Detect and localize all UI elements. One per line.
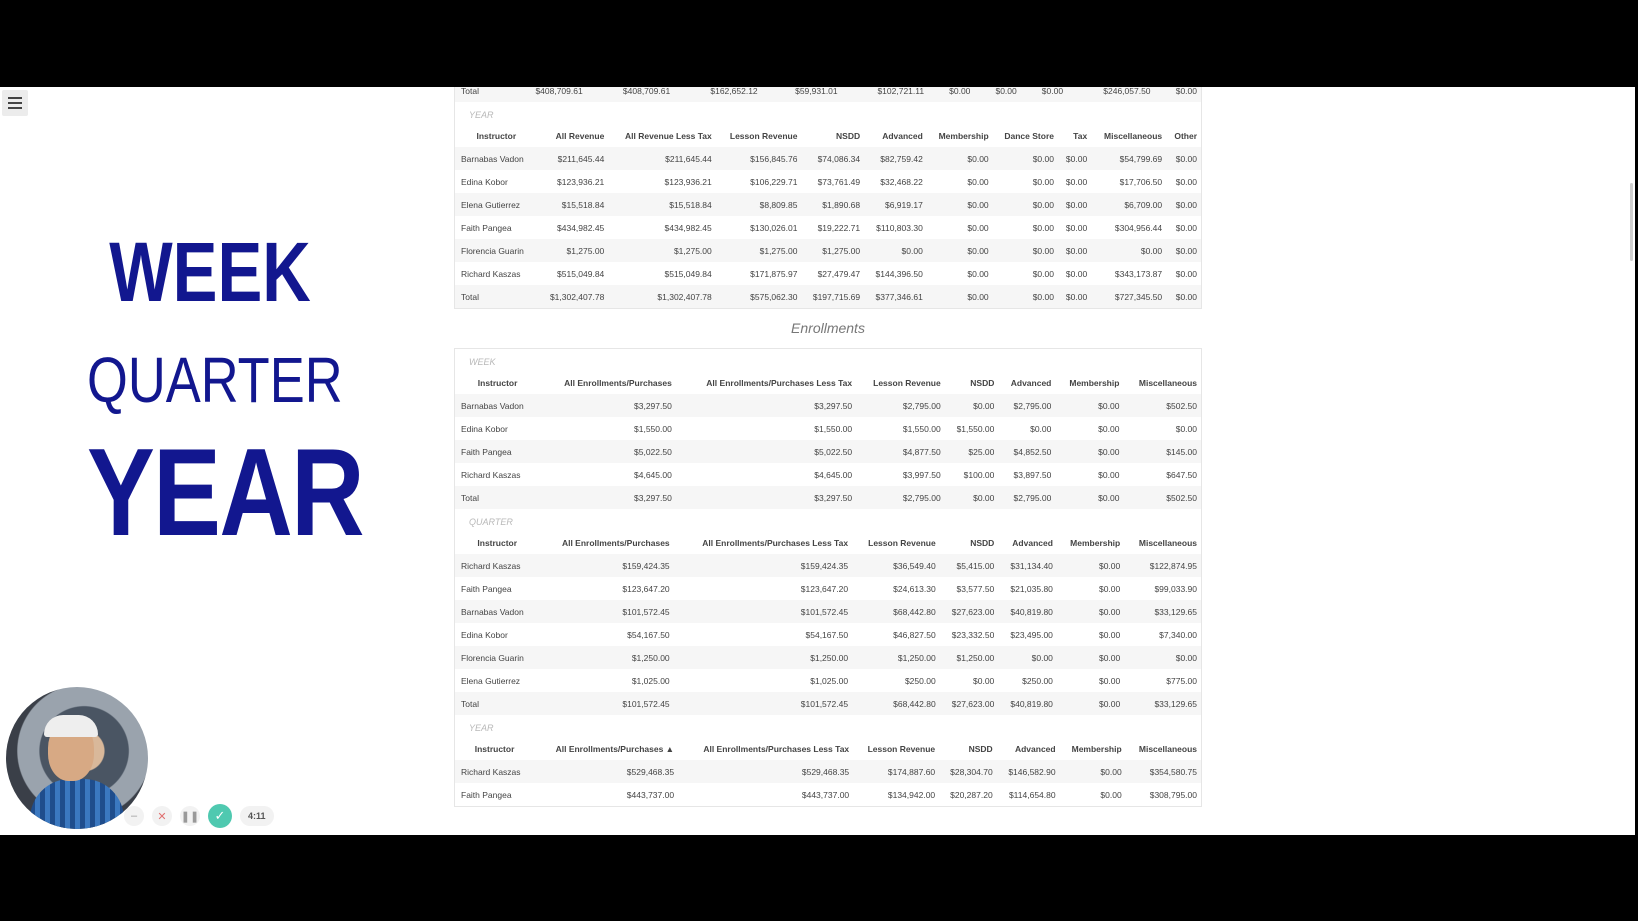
value-cell: $0.00 [1124, 646, 1201, 669]
value-cell: $0.00 [927, 147, 993, 170]
column-header[interactable]: All Enrollments/Purchases Less Tax [702, 537, 849, 548]
value-cell: $1,302,407.78 [538, 285, 609, 308]
column-header[interactable]: Other [1174, 130, 1197, 141]
value-cell: $408,709.61 [587, 87, 674, 102]
value-cell: $99,033.90 [1154, 583, 1197, 594]
value-cell: $3,897.50 [1013, 469, 1052, 480]
value-cell: $171,875.97 [750, 268, 798, 279]
value-cell: $1,250.00 [852, 646, 940, 669]
value-cell: $1,025.00 [631, 675, 670, 686]
value-cell: $4,645.00 [814, 469, 853, 480]
promo-week: WEEK [109, 225, 311, 319]
value-cell: $25.00 [945, 440, 999, 463]
value-cell: $54,167.50 [805, 629, 849, 640]
value-cell: $122,874.95 [1124, 554, 1201, 577]
value-cell: $114,654.80 [1008, 789, 1056, 800]
value-cell: $0.00 [1065, 176, 1088, 187]
value-cell: $1,550.00 [814, 423, 853, 434]
instructor-cell: Total [455, 87, 499, 102]
value-cell: $775.00 [1166, 675, 1197, 686]
value-cell: $727,345.50 [1091, 285, 1166, 308]
instructor-cell: Florencia Guarin [455, 239, 538, 262]
enrollments-year-table [455, 737, 1201, 806]
value-cell: $159,424.35 [674, 554, 852, 577]
instructor-cell: Total [455, 285, 538, 308]
value-cell: $0.00 [1032, 268, 1054, 279]
instructor-cell: Edina Kobor [461, 423, 508, 434]
value-cell: $130,026.01 [750, 222, 798, 233]
value-cell: $159,424.35 [539, 554, 673, 577]
value-cell: $0.00 [1091, 239, 1166, 262]
table-row [455, 760, 1201, 783]
value-cell: $575,062.30 [716, 285, 802, 308]
column-header[interactable]: Miscellaneous [1138, 743, 1197, 754]
value-cell: $32,468.22 [880, 176, 923, 187]
instructor-cell: Total [455, 692, 539, 715]
value-cell: $0.00 [1032, 222, 1054, 233]
value-cell: $82,759.42 [864, 147, 927, 170]
value-cell: $1,550.00 [902, 423, 941, 434]
instructor-cell: Richard Kaszas [455, 760, 534, 783]
value-cell: $434,982.45 [664, 222, 712, 233]
column-header[interactable]: Lesson Revenue [867, 743, 936, 754]
value-cell: $515,049.84 [557, 268, 605, 279]
value-cell: $123,647.20 [622, 583, 670, 594]
value-cell: $0.00 [927, 193, 993, 216]
value-cell: $162,652.12 [674, 87, 761, 102]
value-cell: $211,645.44 [538, 147, 609, 170]
value-cell: $0.00 [974, 87, 1020, 102]
column-header[interactable]: Miscellaneous [1104, 130, 1163, 141]
value-cell: $0.00 [1166, 147, 1201, 170]
instructor-cell: Elena Gutierrez [455, 193, 538, 216]
value-cell: $0.00 [967, 222, 989, 233]
value-cell: $0.00 [998, 646, 1057, 669]
value-cell: $3,997.50 [902, 469, 941, 480]
column-header[interactable]: Miscellaneous [1138, 537, 1197, 548]
value-cell: $33,129.65 [1124, 692, 1201, 715]
value-cell: $0.00 [945, 394, 999, 417]
value-cell: $0.00 [1166, 193, 1201, 216]
value-cell: $0.00 [1055, 440, 1123, 463]
value-cell: $308,795.00 [1149, 789, 1197, 800]
value-cell: $31,134.40 [998, 554, 1057, 577]
instructor-cell: Edina Kobor [461, 176, 508, 187]
value-cell: $144,396.50 [875, 268, 923, 279]
value-cell: $354,580.75 [1126, 760, 1201, 783]
value-cell: $24,613.30 [893, 583, 936, 594]
value-cell: $20,287.20 [950, 789, 993, 800]
table-row [455, 394, 1201, 417]
value-cell: $4,877.50 [856, 440, 945, 463]
value-cell: $156,845.76 [716, 147, 802, 170]
column-header[interactable]: All Enrollments/Purchases [564, 377, 672, 388]
column-header[interactable]: All Revenue Less Tax [624, 130, 712, 141]
value-cell: $54,167.50 [627, 629, 670, 640]
table-row [455, 577, 1201, 600]
hamburger-menu-icon[interactable] [2, 90, 28, 116]
instructor-cell: Elena Gutierrez [461, 675, 521, 686]
value-cell: $0.00 [1175, 222, 1197, 233]
value-cell: $0.00 [973, 675, 995, 686]
table-row [455, 262, 1201, 285]
table-row [455, 692, 1201, 715]
enrollments-quarter-table [455, 531, 1201, 715]
value-cell: $0.00 [1032, 176, 1054, 187]
value-cell: $0.00 [1098, 469, 1120, 480]
column-header[interactable]: Instructor [476, 130, 517, 141]
column-header[interactable]: Dance Store [1004, 130, 1054, 141]
value-cell: $250.00 [904, 675, 936, 686]
value-cell: $408,709.61 [499, 87, 586, 102]
value-cell: $2,795.00 [998, 486, 1055, 509]
value-cell: $0.00 [1030, 423, 1052, 434]
table-row [455, 669, 1201, 692]
value-cell: $304,956.44 [1114, 222, 1163, 233]
value-cell: $1,275.00 [716, 239, 802, 262]
instructor-cell: Total [455, 486, 540, 509]
screen-area [0, 87, 1635, 835]
value-cell: $4,645.00 [634, 469, 672, 480]
value-cell: $0.00 [1166, 239, 1201, 262]
value-cell: $0.00 [1155, 87, 1201, 102]
value-cell: $1,250.00 [940, 646, 999, 669]
value-cell: $0.00 [1055, 394, 1123, 417]
value-cell: $2,795.00 [856, 394, 945, 417]
value-cell: $1,302,407.78 [608, 285, 715, 308]
recorder-controls [124, 804, 274, 828]
value-cell: $434,982.45 [557, 222, 605, 233]
value-cell: $515,049.84 [664, 268, 712, 279]
instructor-cell: Edina Kobor [461, 629, 508, 640]
value-cell: $0.00 [993, 239, 1058, 262]
value-cell: $0.00 [1057, 554, 1124, 577]
value-cell: $21,035.80 [1010, 583, 1053, 594]
value-cell: $1,025.00 [810, 675, 849, 686]
value-cell: $28,304.70 [939, 760, 997, 783]
value-cell: $8,809.85 [716, 193, 802, 216]
value-cell: $0.00 [1166, 285, 1201, 308]
webcam-cap [44, 715, 98, 737]
value-cell: $1,275.00 [608, 239, 715, 262]
value-cell: $101,572.45 [539, 600, 673, 623]
period-label-year: YEAR [469, 110, 494, 120]
value-cell: $0.00 [1100, 789, 1122, 800]
value-cell: $5,022.50 [676, 440, 856, 463]
column-header[interactable]: NSDD [968, 743, 993, 754]
value-cell: $0.00 [1060, 760, 1126, 783]
value-cell: $0.00 [1098, 583, 1121, 594]
value-cell: $1,275.00 [538, 239, 609, 262]
scrollbar-thumb[interactable] [1630, 183, 1633, 261]
value-cell: $0.00 [945, 486, 999, 509]
value-cell: $0.00 [1065, 222, 1088, 233]
value-cell: $0.00 [1021, 87, 1067, 102]
column-header[interactable]: Instructor [477, 377, 518, 388]
column-header[interactable]: Tax [1073, 130, 1088, 141]
value-cell: $0.00 [1057, 692, 1124, 715]
value-cell: $529,468.35 [534, 760, 678, 783]
value-cell: $0.00 [927, 285, 993, 308]
value-cell: $5,415.00 [940, 554, 999, 577]
value-cell: $1,890.68 [801, 193, 864, 216]
period-label-quarter: QUARTER [469, 517, 513, 527]
value-cell: $0.00 [1058, 147, 1091, 170]
value-cell: $36,549.40 [852, 554, 940, 577]
instructor-cell: Richard Kaszas [461, 268, 521, 279]
value-cell: $4,852.50 [998, 440, 1055, 463]
pause-icon[interactable]: ❚❚ [180, 806, 200, 826]
value-cell: $6,919.17 [864, 193, 927, 216]
value-cell: $0.00 [927, 239, 993, 262]
table-row [455, 554, 1201, 577]
value-cell: $377,346.61 [864, 285, 927, 308]
table-header-row [455, 737, 1201, 760]
table-row [455, 440, 1201, 463]
value-cell: $0.00 [1058, 285, 1091, 308]
table-row [455, 463, 1201, 486]
value-cell: $27,623.00 [940, 692, 999, 715]
value-cell: $250.00 [1022, 675, 1053, 686]
value-cell: $15,518.84 [538, 193, 609, 216]
column-header[interactable]: Instructor [477, 537, 518, 548]
value-cell: $23,495.00 [1010, 629, 1053, 640]
value-cell: $101,572.45 [674, 692, 852, 715]
column-header[interactable]: Advanced [1012, 537, 1053, 548]
webcam-shirt [30, 779, 124, 829]
table-row [455, 417, 1201, 440]
value-cell: $123,936.21 [664, 176, 712, 187]
column-header[interactable]: Lesson Revenue [729, 130, 798, 141]
column-header[interactable]: Lesson Revenue [873, 377, 941, 388]
value-cell: $146,582.90 [997, 760, 1060, 783]
revenue-panel [454, 87, 1202, 309]
value-cell: $0.00 [1098, 629, 1121, 640]
value-cell: $0.00 [1098, 675, 1121, 686]
column-header[interactable]: Instructor [474, 743, 515, 754]
revenue-year-table [455, 124, 1201, 308]
column-header[interactable]: NSDD [836, 130, 861, 141]
value-cell: $0.00 [1058, 239, 1091, 262]
value-cell: $0.00 [993, 285, 1058, 308]
table-row [455, 147, 1201, 170]
table-header-row [455, 531, 1201, 554]
value-cell: $33,129.65 [1124, 600, 1201, 623]
column-header[interactable]: All Revenue [555, 130, 605, 141]
column-header[interactable]: Membership [938, 130, 989, 141]
instructor-cell: Barnabas Vadon [455, 147, 538, 170]
value-cell: $101,572.45 [674, 600, 852, 623]
value-cell: $0.00 [967, 268, 989, 279]
value-cell: $54,799.69 [1091, 147, 1166, 170]
value-cell: $106,229.71 [750, 176, 798, 187]
value-cell: $19,222.71 [817, 222, 861, 233]
table-row [455, 170, 1201, 193]
value-cell: $647.50 [1166, 469, 1197, 480]
value-cell: $73,761.49 [817, 176, 861, 187]
table-row [455, 623, 1201, 646]
column-header[interactable]: All Enrollments/Purchases Less Tax [706, 377, 853, 388]
section-title-enrollments: Enrollments [791, 320, 865, 336]
value-cell: $0.00 [1098, 423, 1120, 434]
instructor-cell: Florencia Guarin [455, 646, 539, 669]
table-row [455, 600, 1201, 623]
value-cell: $0.00 [1057, 646, 1124, 669]
value-cell: $15,518.84 [608, 193, 715, 216]
column-header[interactable]: All Enrollments/Purchases Less Tax [703, 743, 850, 754]
value-cell: $1,250.00 [674, 646, 852, 669]
value-cell: $6,709.00 [1091, 193, 1166, 216]
value-cell: $443,737.00 [626, 789, 675, 800]
table-row [455, 216, 1201, 239]
value-cell: $1,275.00 [801, 239, 864, 262]
minimize-icon[interactable]: – [124, 806, 144, 826]
value-cell: $3,297.50 [676, 394, 856, 417]
value-cell: $3,297.50 [540, 394, 676, 417]
table-row [455, 239, 1201, 262]
value-cell: $100.00 [963, 469, 995, 480]
value-cell: $3,577.50 [956, 583, 995, 594]
period-label-week: WEEK [469, 357, 496, 367]
column-header[interactable]: Miscellaneous [1138, 377, 1197, 388]
instructor-cell: Faith Pangea [455, 440, 540, 463]
value-cell: $174,887.60 [853, 760, 939, 783]
value-cell: $0.00 [993, 147, 1058, 170]
value-cell: $246,057.50 [1067, 87, 1154, 102]
value-cell: $0.00 [993, 193, 1058, 216]
value-cell: $40,819.80 [998, 692, 1057, 715]
value-cell: $40,819.80 [998, 600, 1057, 623]
promo-quarter: QUARTER [87, 344, 343, 416]
column-header[interactable]: NSDD [970, 537, 995, 548]
value-cell: $3,297.50 [676, 486, 856, 509]
column-header[interactable]: Membership [1070, 537, 1121, 548]
value-cell: $1,250.00 [539, 646, 673, 669]
value-cell: $102,721.11 [842, 87, 928, 102]
value-cell: $27,479.47 [817, 268, 861, 279]
report-content [454, 87, 1202, 807]
column-header[interactable]: Advanced [1014, 743, 1056, 754]
table-row [455, 193, 1201, 216]
table-row [455, 285, 1201, 308]
value-cell: $110,803.30 [876, 222, 923, 233]
value-cell: $343,173.87 [1114, 268, 1163, 279]
instructor-cell: Barnabas Vadon [455, 600, 539, 623]
value-cell: $0.00 [1058, 193, 1091, 216]
table-row [455, 783, 1201, 806]
column-header[interactable]: Membership [1069, 377, 1120, 388]
value-cell: $0.00 [1065, 268, 1088, 279]
instructor-cell: Faith Pangea [461, 222, 512, 233]
value-cell: $2,795.00 [998, 394, 1055, 417]
value-cell: $68,442.80 [852, 600, 940, 623]
enrollments-week-table [455, 371, 1201, 509]
value-cell: $17,706.50 [1119, 176, 1163, 187]
value-cell: $0.00 [1175, 423, 1197, 434]
table-row [455, 646, 1201, 669]
finish-recording-icon[interactable]: ✓ [208, 804, 232, 828]
value-cell: $46,827.50 [893, 629, 936, 640]
value-cell: $7,340.00 [1159, 629, 1197, 640]
value-cell: $1,550.00 [956, 423, 995, 434]
period-label-year: YEAR [469, 723, 494, 733]
value-cell: $59,931.01 [762, 87, 842, 102]
value-cell: $123,647.20 [800, 583, 849, 594]
value-cell: $23,332.50 [951, 629, 995, 640]
value-cell: $3,297.50 [540, 486, 676, 509]
value-cell: $443,737.00 [801, 789, 850, 800]
instructor-cell: Faith Pangea [461, 789, 512, 800]
instructor-cell: Richard Kaszas [461, 469, 521, 480]
value-cell: $1,550.00 [634, 423, 672, 434]
promo-year: YEAR [87, 424, 363, 562]
recording-timer: 4:11 [240, 806, 274, 826]
value-cell: $101,572.45 [539, 692, 673, 715]
value-cell: $0.00 [1057, 600, 1124, 623]
instructor-cell: Barnabas Vadon [455, 394, 540, 417]
value-cell: $134,942.00 [887, 789, 936, 800]
table-header-row [455, 124, 1201, 147]
column-header[interactable]: NSDD [970, 377, 995, 388]
revenue-quarter-total-table [455, 87, 1201, 102]
instructor-cell: Richard Kaszas [455, 554, 539, 577]
value-cell: $197,715.69 [801, 285, 864, 308]
table-row [455, 87, 1201, 102]
table-header-row [455, 371, 1201, 394]
column-header[interactable]: Membership [1071, 743, 1122, 754]
value-cell: $145.00 [1123, 440, 1201, 463]
value-cell: $0.00 [864, 239, 927, 262]
cancel-icon[interactable]: ✕ [152, 806, 172, 826]
column-header[interactable]: Advanced [882, 130, 923, 141]
value-cell: $502.50 [1123, 394, 1201, 417]
value-cell: $0.00 [928, 87, 974, 102]
instructor-cell: Faith Pangea [461, 583, 512, 594]
value-cell: $211,645.44 [608, 147, 715, 170]
column-header[interactable]: Lesson Revenue [868, 537, 936, 548]
value-cell: $0.00 [1175, 176, 1197, 187]
value-cell: $0.00 [1055, 486, 1123, 509]
value-cell: $2,795.00 [856, 486, 945, 509]
column-header[interactable]: All Enrollments/Purchases ▲ [555, 743, 675, 754]
value-cell: $5,022.50 [540, 440, 676, 463]
value-cell: $529,468.35 [678, 760, 853, 783]
value-cell: $502.50 [1123, 486, 1201, 509]
value-cell: $123,936.21 [557, 176, 605, 187]
value-cell: $68,442.80 [852, 692, 940, 715]
value-cell: $27,623.00 [940, 600, 999, 623]
column-header[interactable]: All Enrollments/Purchases [561, 537, 670, 548]
value-cell: $74,086.34 [801, 147, 864, 170]
column-header[interactable]: Advanced [1010, 377, 1052, 388]
table-row [455, 486, 1201, 509]
value-cell: $0.00 [967, 176, 989, 187]
value-cell: $0.00 [1175, 268, 1197, 279]
enrollments-panel [454, 348, 1202, 807]
